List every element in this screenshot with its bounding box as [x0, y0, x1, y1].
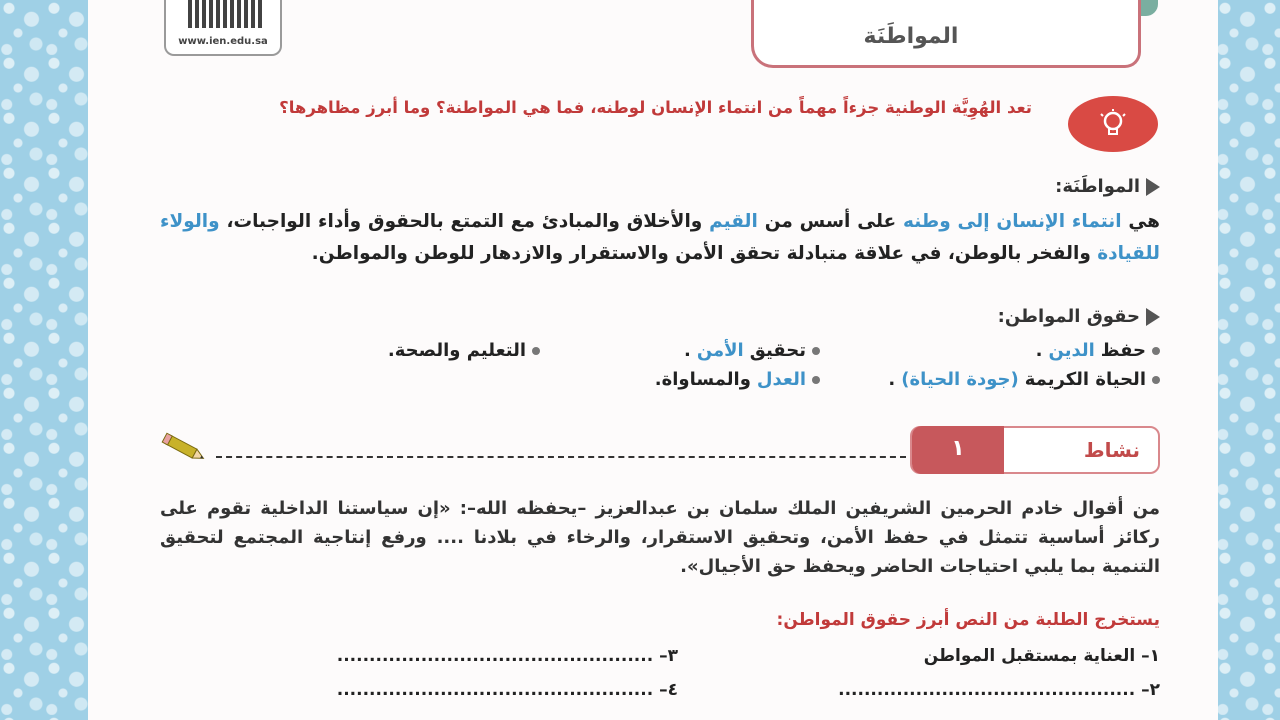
- bullet-icon: [812, 347, 820, 355]
- right-item: [888, 369, 1160, 390]
- bullet-icon: [812, 376, 820, 384]
- arrow-icon: [1146, 178, 1160, 196]
- highlight-text: القيم: [709, 211, 758, 232]
- intro-question: تعد الهُوِيَّة الوطنية جزءاً مهماً من انتماء الإنسان لوطنه، فما هي المواطنة؟ وما أبرز مظاهرها؟: [279, 98, 1032, 117]
- highlight-text: (جودة الحياة): [901, 369, 1019, 390]
- section-heading-citizenship: [1055, 176, 1160, 197]
- activity-header: [910, 426, 1160, 474]
- section-heading-text: المواطَنَة:: [1055, 176, 1140, 197]
- text-segment: على أسس من: [757, 211, 903, 232]
- text-segment: والأخلاق والمبادئ مع التمتع بالحقوق وأداء الواجبات،: [219, 211, 710, 232]
- text-segment: تحقيق: [749, 340, 806, 361]
- section-heading-text: حقوق المواطن:: [997, 306, 1140, 327]
- right-item: [684, 340, 820, 361]
- text-segment: الحياة الكريمة: [1024, 369, 1146, 390]
- text-segment: .: [683, 340, 691, 361]
- highlight-text: الدين: [1048, 340, 1095, 361]
- right-item: [655, 369, 820, 390]
- background-left: [0, 0, 90, 720]
- activity-number: ١: [912, 426, 1004, 474]
- answer-line[interactable]: ٤– .................................................: [336, 680, 678, 700]
- text-segment: .: [1035, 340, 1043, 361]
- king-quote: من أقوال خادم الحرمين الشريفين الملك سلمان بن عبدالعزيز –يحفظه الله–: «إن سياستنا الداخلية تقوم على ركائز أساسية تتمثل في حفظ الأمن، وتحقيق الاستقرار، والرخاء في بلادنا .... ورفع إنتاجية المجتمع لتحقيق التنمية بما يلبي احتياجات الحاضر ويحفظ حق الأجيال».: [160, 498, 1160, 577]
- title-box: [751, 0, 1141, 68]
- highlight-text: الأمن: [696, 340, 744, 361]
- page-title: المواطَنَة: [863, 24, 959, 49]
- arrow-icon: [1146, 308, 1160, 326]
- answer-line[interactable]: ٢– ..............................................: [838, 680, 1160, 700]
- text-segment: .: [888, 369, 896, 390]
- text-segment: والمساواة.: [654, 369, 751, 390]
- lightbulb-icon: [1068, 96, 1158, 152]
- right-item: [1036, 340, 1160, 361]
- bullet-icon: [1152, 347, 1160, 355]
- activity-label: نشاط: [1083, 438, 1140, 462]
- pencil-icon: [160, 432, 208, 468]
- highlight-text: والولاء للقيادة: [160, 211, 1160, 264]
- text-segment: حفظ: [1100, 340, 1146, 361]
- qr-url: www.ien.edu.sa: [178, 36, 268, 47]
- answer-line[interactable]: ٣– .................................................: [336, 646, 678, 666]
- citizenship-definition: [160, 206, 1160, 270]
- section-heading-rights: [998, 306, 1160, 327]
- qr-code-icon: [188, 0, 262, 28]
- highlight-text: العدل: [756, 369, 806, 390]
- bullet-icon: [532, 347, 540, 355]
- answer-line[interactable]: ١– العناية بمستقبل المواطن: [923, 646, 1160, 666]
- text-segment: والفخر بالوطن، في علاقة متبادلة تحقق الأمن والاستقرار والازدهار للوطن والمواطن.: [311, 243, 1098, 264]
- text-segment: هي: [1121, 211, 1160, 232]
- background-right: [1216, 0, 1280, 720]
- bullet-icon: [1152, 376, 1160, 384]
- highlight-text: انتماء الإنسان إلى وطنه: [903, 211, 1122, 232]
- divider: [216, 456, 906, 458]
- task-instruction: يستخرج الطلبة من النص أبرز حقوق المواطن:: [776, 610, 1160, 630]
- textbook-page: [88, 0, 1218, 720]
- qr-code-box[interactable]: [164, 0, 282, 56]
- text-segment: التعليم والصحة.: [387, 340, 526, 361]
- right-item: [388, 340, 540, 361]
